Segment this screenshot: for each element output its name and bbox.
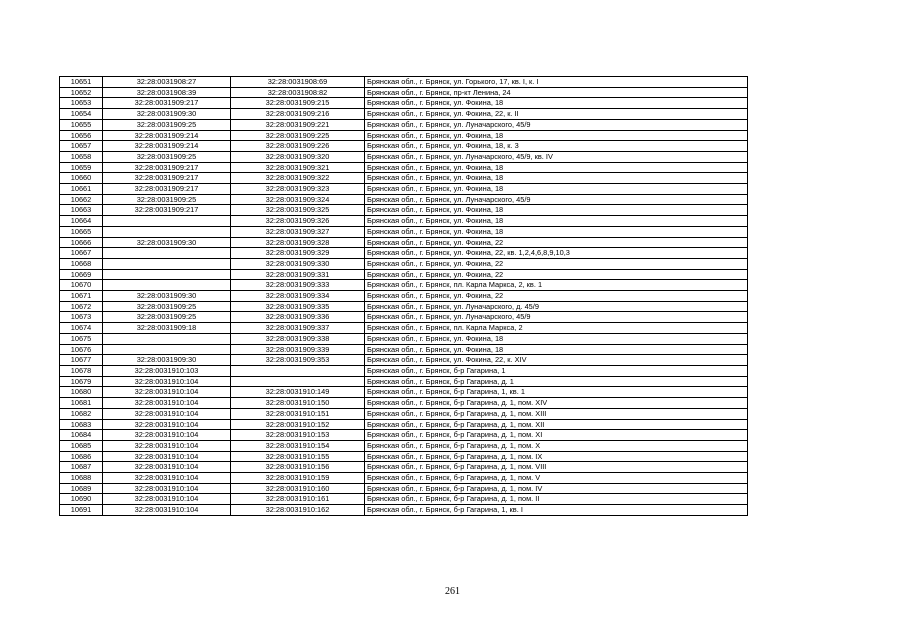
table-row — [60, 376, 748, 387]
cadastral-number-cell: 32:28:0031910:149 — [231, 387, 365, 398]
row-number-cell: 10654 — [60, 109, 103, 120]
address-cell: Брянская обл., г. Брянск, б-р Гагарина, д. 1 — [365, 376, 748, 387]
row-number-cell: 10683 — [60, 419, 103, 430]
row-number-cell: 10657 — [60, 141, 103, 152]
cadastral-number-cell: 32:28:0031909:337 — [231, 323, 365, 334]
parent-cadastral-number-cell: 32:28:0031910:104 — [103, 398, 231, 409]
address-cell: Брянская обл., г. Брянск, ул. Фокина, 22 — [365, 269, 748, 280]
cadastral-number-cell: 32:28:0031909:336 — [231, 312, 365, 323]
parent-cadastral-number-cell: 32:28:0031910:104 — [103, 440, 231, 451]
cadastral-number-cell: 32:28:0031910:160 — [231, 483, 365, 494]
parent-cadastral-number-cell: 32:28:0031909:25 — [103, 312, 231, 323]
parent-cadastral-number-cell — [103, 248, 231, 259]
address-cell: Брянская обл., г. Брянск, ул. Луначарского, 45/9 — [365, 194, 748, 205]
parent-cadastral-number-cell: 32:28:0031910:104 — [103, 408, 231, 419]
row-number-cell: 10678 — [60, 365, 103, 376]
parent-cadastral-number-cell: 32:28:0031910:104 — [103, 462, 231, 473]
address-cell: Брянская обл., г. Брянск, пл. Карла Маркса, 2, кв. 1 — [365, 280, 748, 291]
address-cell: Брянская обл., г. Брянск, ул. Фокина, 18 — [365, 216, 748, 227]
table-row — [60, 291, 748, 302]
cadastral-number-cell: 32:28:0031909:335 — [231, 301, 365, 312]
row-number-cell: 10690 — [60, 494, 103, 505]
table-row — [60, 473, 748, 484]
parent-cadastral-number-cell: 32:28:0031910:104 — [103, 473, 231, 484]
table-row — [60, 494, 748, 505]
cadastral-number-cell: 32:28:0031909:339 — [231, 344, 365, 355]
cadastral-number-cell: 32:28:0031909:323 — [231, 184, 365, 195]
row-number-cell: 10677 — [60, 355, 103, 366]
parent-cadastral-number-cell — [103, 344, 231, 355]
table-row — [60, 141, 748, 152]
row-number-cell: 10691 — [60, 505, 103, 516]
registry-table-body — [60, 77, 748, 516]
parent-cadastral-number-cell: 32:28:0031910:104 — [103, 494, 231, 505]
parent-cadastral-number-cell: 32:28:0031909:30 — [103, 237, 231, 248]
table-row — [60, 505, 748, 516]
address-cell: Брянская обл., г. Брянск, б-р Гагарина, д. 1, пом. XIV — [365, 398, 748, 409]
address-cell: Брянская обл., г. Брянск, ул. Фокина, 22 — [365, 258, 748, 269]
cadastral-number-cell: 32:28:0031910:153 — [231, 430, 365, 441]
address-cell: Брянская обл., г. Брянск, ул. Фокина, 22, к. II — [365, 109, 748, 120]
parent-cadastral-number-cell: 32:28:0031909:25 — [103, 194, 231, 205]
parent-cadastral-number-cell — [103, 333, 231, 344]
row-number-cell: 10655 — [60, 119, 103, 130]
cadastral-number-cell: 32:28:0031909:221 — [231, 119, 365, 130]
parent-cadastral-number-cell: 32:28:0031910:104 — [103, 505, 231, 516]
table-row — [60, 440, 748, 451]
page-number: 261 — [445, 586, 460, 597]
cadastral-number-cell: 32:28:0031909:330 — [231, 258, 365, 269]
cadastral-number-cell: 32:28:0031909:322 — [231, 173, 365, 184]
cadastral-number-cell: 32:28:0031909:329 — [231, 248, 365, 259]
row-number-cell: 10668 — [60, 258, 103, 269]
address-cell: Брянская обл., г. Брянск, ул. Фокина, 22, к. XIV — [365, 355, 748, 366]
table-row — [60, 280, 748, 291]
parent-cadastral-number-cell: 32:28:0031908:39 — [103, 87, 231, 98]
row-number-cell: 10679 — [60, 376, 103, 387]
cadastral-number-cell: 32:28:0031910:156 — [231, 462, 365, 473]
address-cell: Брянская обл., г. Брянск, б-р Гагарина, д. 1, пом. XII — [365, 419, 748, 430]
cadastral-number-cell — [231, 365, 365, 376]
row-number-cell: 10661 — [60, 184, 103, 195]
table-row — [60, 451, 748, 462]
row-number-cell: 10675 — [60, 333, 103, 344]
row-number-cell: 10687 — [60, 462, 103, 473]
table-row — [60, 151, 748, 162]
cadastral-number-cell: 32:28:0031909:327 — [231, 226, 365, 237]
table-row — [60, 344, 748, 355]
address-cell: Брянская обл., г. Брянск, ул. Фокина, 18 — [365, 162, 748, 173]
cadastral-number-cell: 32:28:0031908:69 — [231, 77, 365, 88]
cadastral-number-cell: 32:28:0031910:152 — [231, 419, 365, 430]
parent-cadastral-number-cell: 32:28:0031909:217 — [103, 184, 231, 195]
cadastral-number-cell: 32:28:0031909:215 — [231, 98, 365, 109]
address-cell: Брянская обл., г. Брянск, б-р Гагарина, д. 1, пом. IV — [365, 483, 748, 494]
table-row — [60, 109, 748, 120]
row-number-cell: 10666 — [60, 237, 103, 248]
address-cell: Брянская обл., г. Брянск, б-р Гагарина, д. 1, пом. VIII — [365, 462, 748, 473]
table-row — [60, 462, 748, 473]
row-number-cell: 10671 — [60, 291, 103, 302]
address-cell: Брянская обл., г. Брянск, ул. Луначарского, д. 45/9 — [365, 301, 748, 312]
cadastral-number-cell: 32:28:0031910:154 — [231, 440, 365, 451]
table-row — [60, 77, 748, 88]
table-row — [60, 130, 748, 141]
row-number-cell: 10651 — [60, 77, 103, 88]
address-cell: Брянская обл., г. Брянск, ул. Фокина, 22, кв. 1,2,4,6,8,9,10,3 — [365, 248, 748, 259]
cadastral-number-cell: 32:28:0031910:151 — [231, 408, 365, 419]
cadastral-number-cell: 32:28:0031909:324 — [231, 194, 365, 205]
address-cell: Брянская обл., г. Брянск, ул. Луначарского, 45/9, кв. IV — [365, 151, 748, 162]
parent-cadastral-number-cell: 32:28:0031909:214 — [103, 130, 231, 141]
cadastral-number-cell — [231, 376, 365, 387]
row-number-cell: 10682 — [60, 408, 103, 419]
cadastral-number-cell: 32:28:0031910:162 — [231, 505, 365, 516]
address-cell: Брянская обл., г. Брянск, б-р Гагарина, д. 1, пом. X — [365, 440, 748, 451]
table-row — [60, 333, 748, 344]
address-cell: Брянская обл., г. Брянск, ул. Фокина, 18 — [365, 205, 748, 216]
row-number-cell: 10681 — [60, 398, 103, 409]
row-number-cell: 10653 — [60, 98, 103, 109]
table-row — [60, 430, 748, 441]
table-row — [60, 355, 748, 366]
table-row — [60, 162, 748, 173]
cadastral-number-cell: 32:28:0031910:150 — [231, 398, 365, 409]
cadastral-number-cell: 32:28:0031910:159 — [231, 473, 365, 484]
table-row — [60, 87, 748, 98]
row-number-cell: 10662 — [60, 194, 103, 205]
cadastral-number-cell: 32:28:0031909:326 — [231, 216, 365, 227]
row-number-cell: 10656 — [60, 130, 103, 141]
parent-cadastral-number-cell: 32:28:0031909:217 — [103, 173, 231, 184]
row-number-cell: 10658 — [60, 151, 103, 162]
address-cell: Брянская обл., г. Брянск, б-р Гагарина, д. 1, пом. II — [365, 494, 748, 505]
row-number-cell: 10676 — [60, 344, 103, 355]
cadastral-number-cell: 32:28:0031909:338 — [231, 333, 365, 344]
address-cell: Брянская обл., г. Брянск, б-р Гагарина, д. 1, пом. XIII — [365, 408, 748, 419]
address-cell: Брянская обл., г. Брянск, ул. Фокина, 18 — [365, 98, 748, 109]
row-number-cell: 10670 — [60, 280, 103, 291]
cadastral-number-cell: 32:28:0031908:82 — [231, 87, 365, 98]
table-row — [60, 119, 748, 130]
row-number-cell: 10663 — [60, 205, 103, 216]
row-number-cell: 10674 — [60, 323, 103, 334]
parent-cadastral-number-cell: 32:28:0031908:27 — [103, 77, 231, 88]
table-row — [60, 365, 748, 376]
cadastral-number-cell: 32:28:0031909:226 — [231, 141, 365, 152]
parent-cadastral-number-cell: 32:28:0031910:104 — [103, 483, 231, 494]
parent-cadastral-number-cell — [103, 216, 231, 227]
address-cell: Брянская обл., г. Брянск, ул. Фокина, 18 — [365, 344, 748, 355]
parent-cadastral-number-cell: 32:28:0031909:25 — [103, 151, 231, 162]
table-row — [60, 269, 748, 280]
cadastral-number-cell: 32:28:0031909:320 — [231, 151, 365, 162]
parent-cadastral-number-cell: 32:28:0031910:104 — [103, 387, 231, 398]
parent-cadastral-number-cell: 32:28:0031910:104 — [103, 376, 231, 387]
parent-cadastral-number-cell: 32:28:0031909:217 — [103, 98, 231, 109]
parent-cadastral-number-cell: 32:28:0031910:104 — [103, 419, 231, 430]
address-cell: Брянская обл., г. Брянск, пр-кт Ленина, 24 — [365, 87, 748, 98]
address-cell: Брянская обл., г. Брянск, ул. Фокина, 18 — [365, 130, 748, 141]
address-cell: Брянская обл., г. Брянск, ул. Луначарского, 45/9 — [365, 119, 748, 130]
table-row — [60, 419, 748, 430]
address-cell: Брянская обл., г. Брянск, ул. Фокина, 18 — [365, 173, 748, 184]
row-number-cell: 10669 — [60, 269, 103, 280]
parent-cadastral-number-cell: 32:28:0031910:104 — [103, 430, 231, 441]
cadastral-number-cell: 32:28:0031909:331 — [231, 269, 365, 280]
row-number-cell: 10689 — [60, 483, 103, 494]
address-cell: Брянская обл., г. Брянск, ул. Фокина, 18, к. 3 — [365, 141, 748, 152]
row-number-cell: 10685 — [60, 440, 103, 451]
row-number-cell: 10673 — [60, 312, 103, 323]
parent-cadastral-number-cell: 32:28:0031909:25 — [103, 119, 231, 130]
table-row — [60, 408, 748, 419]
parent-cadastral-number-cell: 32:28:0031910:103 — [103, 365, 231, 376]
row-number-cell: 10667 — [60, 248, 103, 259]
address-cell: Брянская обл., г. Брянск, б-р Гагарина, 1, кв. 1 — [365, 387, 748, 398]
row-number-cell: 10664 — [60, 216, 103, 227]
row-number-cell: 10680 — [60, 387, 103, 398]
table-row — [60, 483, 748, 494]
address-cell: Брянская обл., г. Брянск, ул. Фокина, 18 — [365, 333, 748, 344]
cadastral-number-cell: 32:28:0031909:334 — [231, 291, 365, 302]
parent-cadastral-number-cell — [103, 280, 231, 291]
cadastral-number-cell: 32:28:0031909:328 — [231, 237, 365, 248]
table-row — [60, 301, 748, 312]
parent-cadastral-number-cell: 32:28:0031909:30 — [103, 355, 231, 366]
table-row — [60, 216, 748, 227]
parent-cadastral-number-cell — [103, 269, 231, 280]
table-row — [60, 226, 748, 237]
table-row — [60, 258, 748, 269]
parent-cadastral-number-cell: 32:28:0031909:25 — [103, 301, 231, 312]
cadastral-number-cell: 32:28:0031909:325 — [231, 205, 365, 216]
table-row — [60, 248, 748, 259]
table-row — [60, 387, 748, 398]
cadastral-number-cell: 32:28:0031910:161 — [231, 494, 365, 505]
row-number-cell: 10672 — [60, 301, 103, 312]
cadastral-number-cell: 32:28:0031910:155 — [231, 451, 365, 462]
cadastral-number-cell: 32:28:0031909:321 — [231, 162, 365, 173]
table-row — [60, 184, 748, 195]
address-cell: Брянская обл., г. Брянск, пл. Карла Маркса, 2 — [365, 323, 748, 334]
parent-cadastral-number-cell — [103, 226, 231, 237]
registry-table — [59, 76, 748, 516]
table-row — [60, 98, 748, 109]
table-row — [60, 205, 748, 216]
address-cell: Брянская обл., г. Брянск, ул. Горького, 17, кв. I, к. I — [365, 77, 748, 88]
address-cell: Брянская обл., г. Брянск, ул. Луначарского, 45/9 — [365, 312, 748, 323]
row-number-cell: 10665 — [60, 226, 103, 237]
parent-cadastral-number-cell: 32:28:0031909:18 — [103, 323, 231, 334]
parent-cadastral-number-cell: 32:28:0031909:214 — [103, 141, 231, 152]
parent-cadastral-number-cell: 32:28:0031910:104 — [103, 451, 231, 462]
address-cell: Брянская обл., г. Брянск, ул. Фокина, 18 — [365, 184, 748, 195]
parent-cadastral-number-cell: 32:28:0031909:30 — [103, 109, 231, 120]
table-row — [60, 312, 748, 323]
table-row — [60, 194, 748, 205]
address-cell: Брянская обл., г. Брянск, ул. Фокина, 22 — [365, 237, 748, 248]
table-row — [60, 173, 748, 184]
row-number-cell: 10684 — [60, 430, 103, 441]
row-number-cell: 10652 — [60, 87, 103, 98]
row-number-cell: 10659 — [60, 162, 103, 173]
row-number-cell: 10686 — [60, 451, 103, 462]
table-row — [60, 237, 748, 248]
parent-cadastral-number-cell: 32:28:0031909:217 — [103, 162, 231, 173]
address-cell: Брянская обл., г. Брянск, б-р Гагарина, д. 1, пом. IX — [365, 451, 748, 462]
parent-cadastral-number-cell — [103, 258, 231, 269]
address-cell: Брянская обл., г. Брянск, б-р Гагарина, 1, кв. I — [365, 505, 748, 516]
address-cell: Брянская обл., г. Брянск, ул. Фокина, 22 — [365, 291, 748, 302]
cadastral-number-cell: 32:28:0031909:216 — [231, 109, 365, 120]
row-number-cell: 10660 — [60, 173, 103, 184]
cadastral-number-cell: 32:28:0031909:225 — [231, 130, 365, 141]
parent-cadastral-number-cell: 32:28:0031909:30 — [103, 291, 231, 302]
address-cell: Брянская обл., г. Брянск, б-р Гагарина, д. 1, пом. XI — [365, 430, 748, 441]
table-row — [60, 398, 748, 409]
address-cell: Брянская обл., г. Брянск, б-р Гагарина, д. 1, пом. V — [365, 473, 748, 484]
address-cell: Брянская обл., г. Брянск, б-р Гагарина, 1 — [365, 365, 748, 376]
parent-cadastral-number-cell: 32:28:0031909:217 — [103, 205, 231, 216]
row-number-cell: 10688 — [60, 473, 103, 484]
cadastral-number-cell: 32:28:0031909:353 — [231, 355, 365, 366]
cadastral-number-cell: 32:28:0031909:333 — [231, 280, 365, 291]
address-cell: Брянская обл., г. Брянск, ул. Фокина, 18 — [365, 226, 748, 237]
table-row — [60, 323, 748, 334]
